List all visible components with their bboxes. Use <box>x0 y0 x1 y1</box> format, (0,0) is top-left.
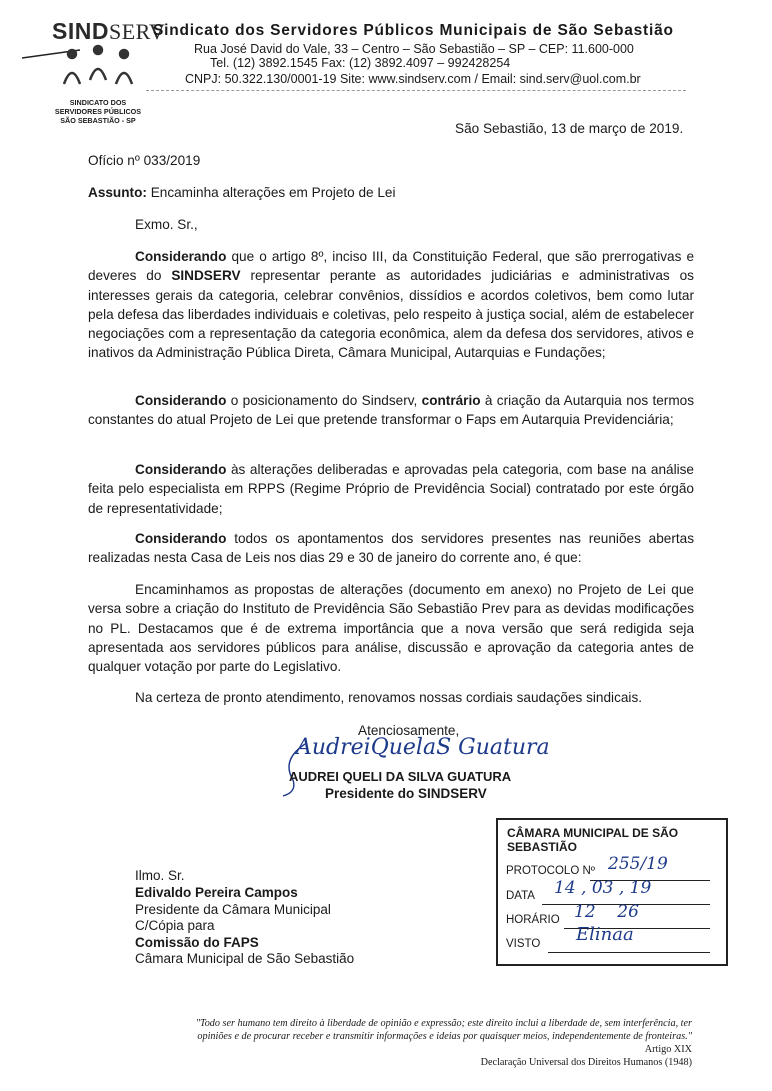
footer-article: Artigo XIX <box>644 1044 692 1055</box>
p1-bold: SINDSERV <box>171 268 241 284</box>
signer-role: Presidente do SINDSERV <box>325 786 487 801</box>
stamp-title: CÂMARA MUNICIPAL DE SÃO SEBASTIÃO <box>507 826 679 854</box>
letter-greeting: Exmo. Sr., <box>135 217 198 232</box>
paragraph-2 <box>88 391 694 430</box>
p1-text-b: representar perante as autoridades judiciárias e administrativas os interesses gerais da categoria, celebrar convênios, dissídios e acordos coletivos, bem como lutar pela defesa das liberdades individuais e coletivas, pelo respeito à justiça social, além de estabelecer negociações com a representação da categoria econômica, alem da defesa dos servidores, ativos e inativos da Administração Pública Direta, Câmara Municipal, Autarquias e Fundações; <box>88 268 694 361</box>
recipient-name: Edivaldo Pereira Campos <box>135 885 298 900</box>
stamp-data-value: 14 , 03 , 19 <box>554 878 652 898</box>
p2-bold: contrário <box>421 393 481 408</box>
signer-name: AUDREI QUELI DA SILVA GUATURA <box>289 769 512 784</box>
logo-caption-line-1: SINDICATO DOS SERVIDORES PÚBLICOS <box>54 98 142 116</box>
letterhead-contacts: CNPJ: 50.322.130/0001-19 Site: www.sindserv.com / Email: sind.serv@uol.com.br <box>185 72 641 86</box>
footer-quote <box>70 1017 692 1069</box>
recipient-cc-name: Comissão do FAPS <box>135 935 259 950</box>
p4-lead: Considerando <box>135 531 227 546</box>
paragraph-5: Encaminhamos as propostas de alterações (documento em anexo) no Projeto de Lei que versa sobre a criação do Instituto de Previdência São Sebastião Prev para as devidas modificações no PL. Destacamos que é de extrema importância que a nova versão que será redigida seja apresentada aos servidores públicos para análise, discussão e aprovação da categoria antes de qualquer votação por parte do Legislativo. <box>88 582 694 675</box>
footer-quote-line-1: "Todo ser humano tem direito à liberdade de opinião e expressão; este direito inclui a liberdade de, sem interferência, ter <box>195 1018 692 1029</box>
stamp-horario-value: 12 26 <box>574 902 639 922</box>
logo-word-sind: SIND <box>52 18 109 44</box>
letter-subject <box>88 183 396 202</box>
letter-number: Ofício nº 033/2019 <box>88 153 201 168</box>
p1-text-a: que o artigo 8º, inciso III, da Constituição Federal, que são prerrogativas e deveres do <box>88 249 695 284</box>
letterhead-address: Rua José David do Vale, 33 – Centro – São Sebastião – SP – CEP: 11.600-000 <box>194 42 634 56</box>
subject-text: Encaminha alterações em Projeto de Lei <box>150 185 396 200</box>
stamp-visto-line <box>548 952 710 953</box>
p3-lead: Considerando <box>135 462 227 477</box>
p4-text-a: todos os apontamentos dos servidores presentes nas reuniões abertas realizadas nesta Casa de Leis nos dias 29 e 30 de janeiro do corrente ano, é que: <box>88 531 694 566</box>
stamp-visto-value: Elinaa <box>576 924 634 945</box>
letterhead-title: Sindicato dos Servidores Públicos Municipais de São Sebastião <box>153 22 674 39</box>
paragraph-3 <box>88 460 694 518</box>
p2-lead: Considerando <box>135 393 227 408</box>
stamp-visto-label: VISTO <box>506 938 541 950</box>
logo-caption-line-2: SÃO SEBASTIÃO - SP <box>60 116 136 125</box>
p2-text-a: o posicionamento do Sindserv, <box>230 393 418 408</box>
logo-figures-icon <box>20 44 140 100</box>
recipient-role: Presidente da Câmara Municipal <box>135 902 331 917</box>
letter-date: São Sebastião, 13 de março de 2019. <box>455 121 684 136</box>
signature-script: AudreiQuelaS Guatura <box>296 735 550 760</box>
paragraph-1 <box>88 247 694 363</box>
letterhead-phones: Tel. (12) 3892.1545 Fax: (12) 3892.4097 – 992428254 <box>210 56 511 70</box>
letterhead-divider <box>146 90 686 91</box>
recipient-salutation: Ilmo. Sr. <box>135 868 185 883</box>
p2-text-b: à criação da Autarquia nos termos constantes do atual Projeto de Lei que pretende transformar o Faps em Autarquia Previdenciária; <box>88 393 694 428</box>
footer-source: Declaração Universal dos Direitos Humanos (1948) <box>480 1057 692 1068</box>
letter-closing: Atenciosamente, <box>358 723 460 738</box>
stamp-data-label: DATA <box>506 890 535 902</box>
recipient-cc-label: C/Cópia para <box>135 918 215 933</box>
stamp-protocolo-value: 255/19 <box>608 854 668 874</box>
recipient-institution: Câmara Municipal de São Sebastião <box>135 951 355 966</box>
stamp-horario-label: HORÁRIO <box>506 914 560 926</box>
protocol-stamp <box>496 818 728 966</box>
p1-lead: Considerando <box>135 249 227 264</box>
stamp-protocolo-label: PROTOCOLO Nº <box>506 865 595 877</box>
footer-quote-line-2: opiniões e de procurar receber e transmitir informações e ideias por quaisquer meios, independentemente de fronteiras." <box>197 1031 692 1042</box>
logo-word-serv: SERV <box>108 19 166 44</box>
p3-text-a: às alterações deliberadas e aprovadas pela categoria, com base na análise feita pelo especialista em RPPS (Regime Próprio de Previdência Social) contratado por este órgão de representatividade; <box>88 462 694 516</box>
paragraph-6: Na certeza de pronto atendimento, renovamos nossas cordiais saudações sindicais. <box>135 690 643 705</box>
logo-wordmark <box>52 18 165 45</box>
logo-caption <box>48 98 148 125</box>
subject-label: Assunto: <box>88 185 147 200</box>
paragraph-4 <box>88 529 694 568</box>
